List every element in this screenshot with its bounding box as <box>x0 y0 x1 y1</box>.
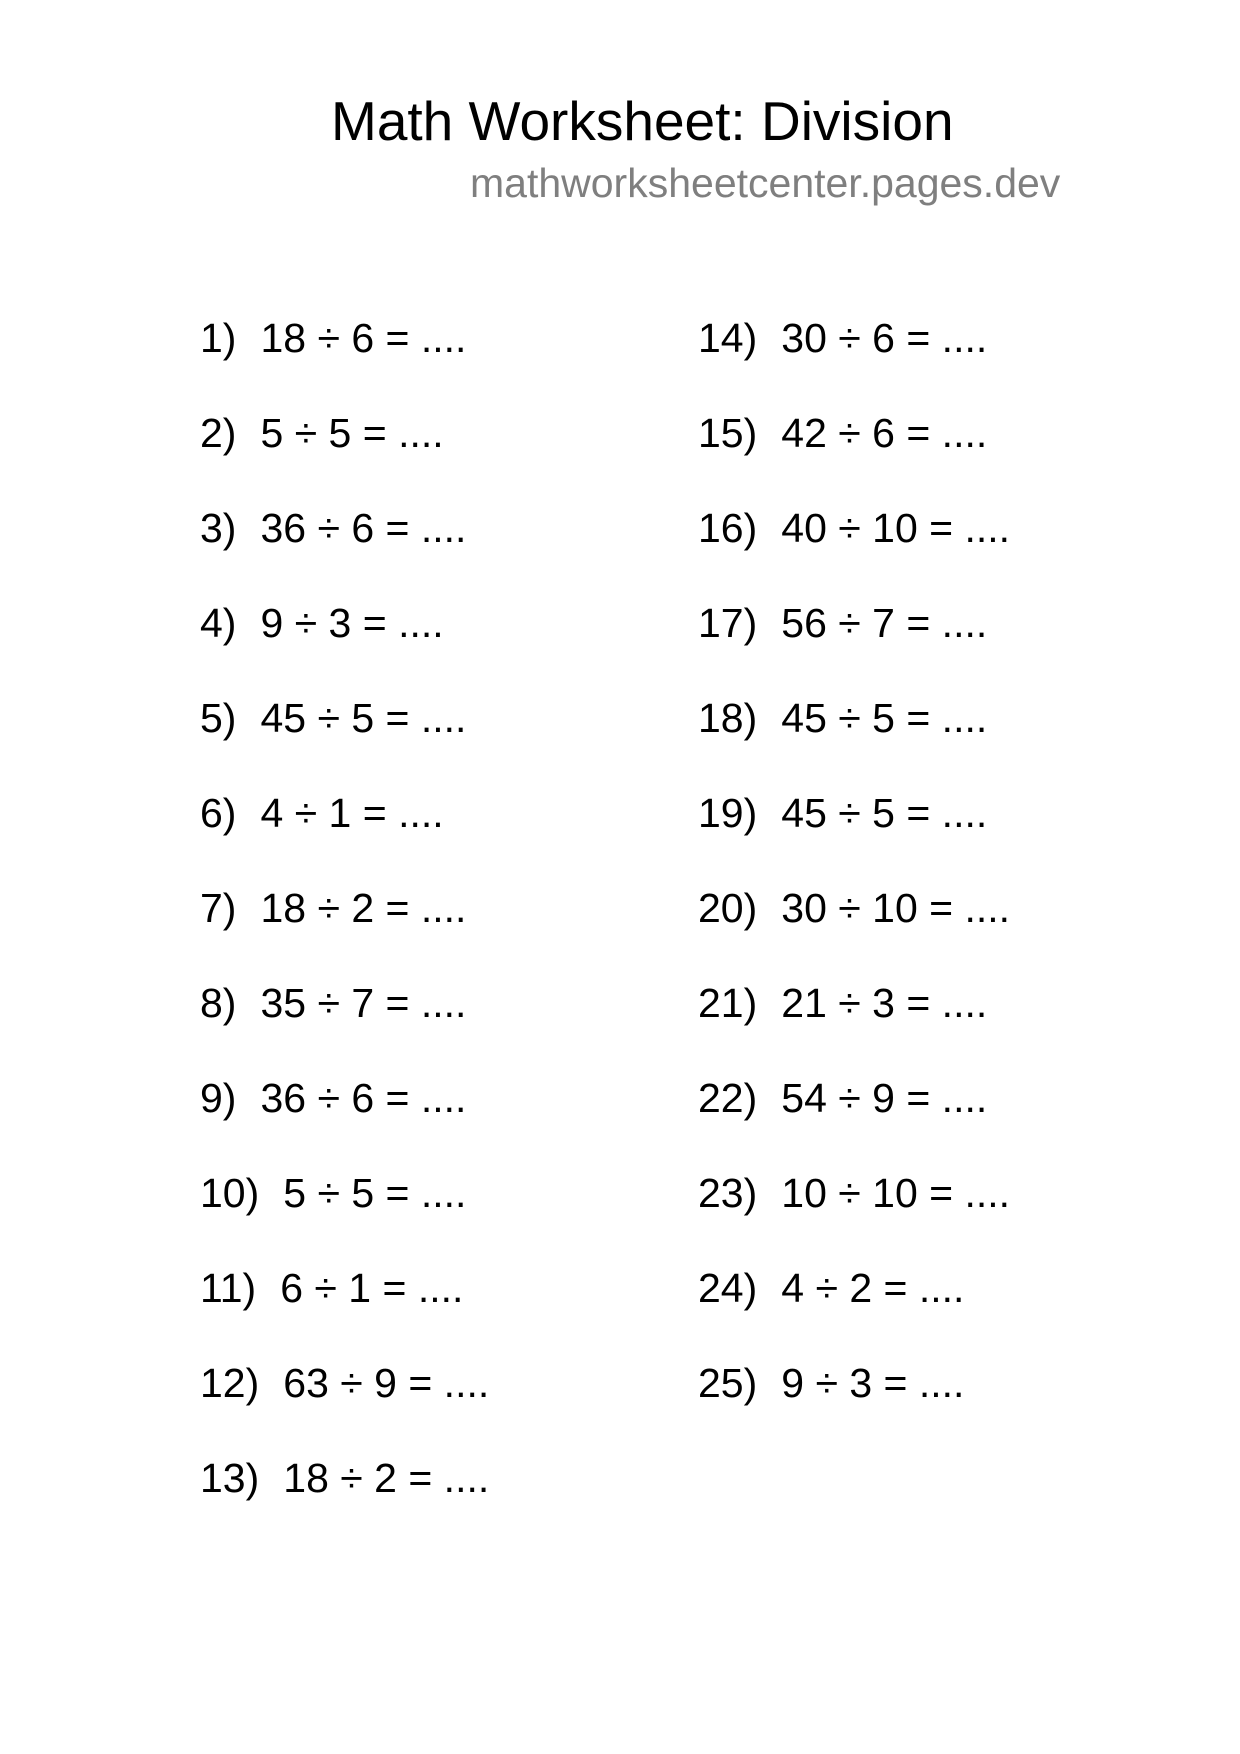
problem-item <box>698 410 988 456</box>
problem-number: 19) <box>698 790 758 836</box>
problem-number: 8) <box>200 980 237 1026</box>
site-url: mathworksheetcenter.pages.dev <box>470 160 1061 206</box>
problem-number: 10) <box>200 1170 260 1216</box>
problem-item <box>200 410 444 456</box>
problem-item <box>200 695 467 741</box>
problem-expression: 40 ÷ 10 = .... <box>781 505 1011 551</box>
problem-number: 1) <box>200 315 237 361</box>
problem-number: 11) <box>200 1265 257 1311</box>
problem-expression: 18 ÷ 2 = .... <box>283 1455 490 1501</box>
problem-item <box>200 1265 464 1311</box>
problem-number: 9) <box>200 1075 237 1121</box>
problem-expression: 4 ÷ 2 = .... <box>781 1265 965 1311</box>
problem-item <box>698 980 988 1026</box>
problem-number: 12) <box>200 1360 260 1406</box>
problem-number: 22) <box>698 1075 758 1121</box>
problem-expression: 9 ÷ 3 = .... <box>260 600 444 646</box>
problem-expression: 45 ÷ 5 = .... <box>260 695 467 741</box>
problem-expression: 42 ÷ 6 = .... <box>781 410 988 456</box>
problem-expression: 18 ÷ 6 = .... <box>260 315 467 361</box>
problem-number: 3) <box>200 505 237 551</box>
problem-expression: 5 ÷ 5 = .... <box>260 410 444 456</box>
problem-number: 16) <box>698 505 758 551</box>
problem-number: 18) <box>698 695 758 741</box>
problem-item <box>698 1360 965 1406</box>
problem-item <box>200 980 467 1026</box>
problem-item <box>698 600 988 646</box>
problem-number: 21) <box>698 980 758 1026</box>
problem-number: 25) <box>698 1360 758 1406</box>
problem-item <box>200 1455 490 1501</box>
problem-expression: 21 ÷ 3 = .... <box>781 980 988 1026</box>
problem-expression: 36 ÷ 6 = .... <box>260 505 467 551</box>
problem-expression: 35 ÷ 7 = .... <box>260 980 467 1026</box>
problem-expression: 56 ÷ 7 = .... <box>781 600 988 646</box>
problem-number: 23) <box>698 1170 758 1216</box>
problem-expression: 30 ÷ 10 = .... <box>781 885 1011 931</box>
problem-item <box>698 885 1011 931</box>
problem-item <box>698 1075 988 1121</box>
problem-expression: 63 ÷ 9 = .... <box>283 1360 490 1406</box>
problem-item <box>698 1170 1011 1216</box>
problem-item <box>200 1360 490 1406</box>
problem-number: 5) <box>200 695 237 741</box>
problem-item <box>698 315 988 361</box>
problem-expression: 18 ÷ 2 = .... <box>260 885 467 931</box>
problem-item <box>698 790 988 836</box>
problem-number: 15) <box>698 410 758 456</box>
problem-number: 2) <box>200 410 237 456</box>
problem-expression: 45 ÷ 5 = .... <box>781 790 988 836</box>
problem-item <box>200 505 467 551</box>
problem-number: 4) <box>200 600 237 646</box>
problem-number: 14) <box>698 315 758 361</box>
problem-item <box>200 1170 467 1216</box>
problem-expression: 54 ÷ 9 = .... <box>781 1075 988 1121</box>
problem-item <box>200 600 444 646</box>
problem-item <box>698 505 1011 551</box>
problem-expression: 5 ÷ 5 = .... <box>283 1170 467 1216</box>
problem-expression: 9 ÷ 3 = .... <box>781 1360 965 1406</box>
problem-number: 6) <box>200 790 237 836</box>
problem-number: 17) <box>698 600 758 646</box>
problem-expression: 6 ÷ 1 = .... <box>280 1265 464 1311</box>
problem-expression: 4 ÷ 1 = .... <box>260 790 444 836</box>
problem-expression: 36 ÷ 6 = .... <box>260 1075 467 1121</box>
page-title: Math Worksheet: Division <box>331 90 954 152</box>
problem-number: 13) <box>200 1455 260 1501</box>
problem-item <box>698 1265 965 1311</box>
problem-number: 20) <box>698 885 758 931</box>
problem-expression: 10 ÷ 10 = .... <box>781 1170 1011 1216</box>
problem-item <box>698 695 988 741</box>
problem-item <box>200 315 467 361</box>
problem-expression: 45 ÷ 5 = .... <box>781 695 988 741</box>
problem-number: 7) <box>200 885 237 931</box>
problem-item <box>200 1075 467 1121</box>
problem-item <box>200 790 444 836</box>
problem-number: 24) <box>698 1265 758 1311</box>
problem-expression: 30 ÷ 6 = .... <box>781 315 988 361</box>
problem-item <box>200 885 467 931</box>
